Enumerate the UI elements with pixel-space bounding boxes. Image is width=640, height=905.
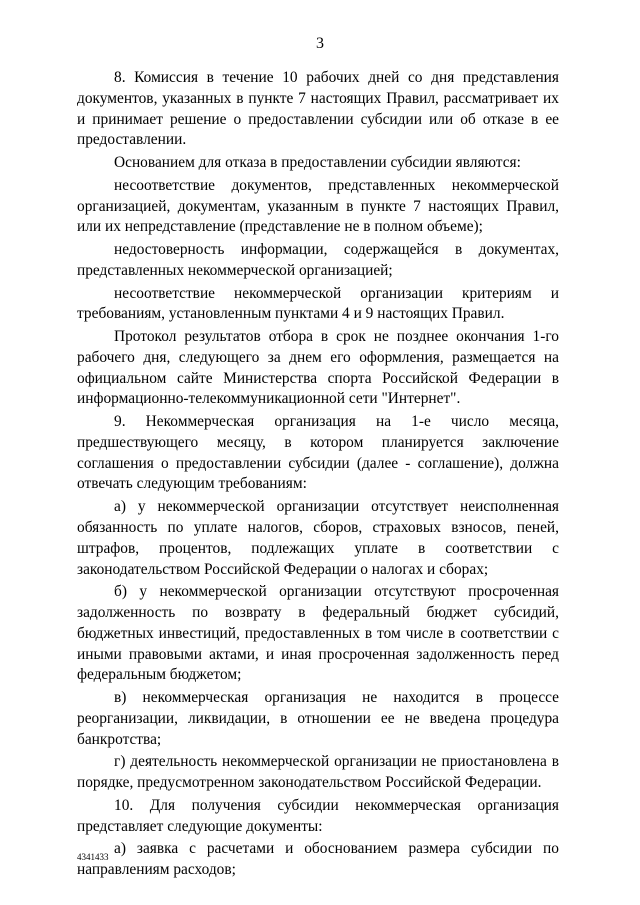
paragraph-refusal-grounds: Основанием для отказа в предоставлении субсидии являются: bbox=[114, 154, 521, 172]
paragraph-9b: б) у некоммерческой организации отсутствуют просроченная задолженность по возврату в федеральный бюджет субсидий, бюджетных инвестиций, предоставленных в том числе в соответствии с иными правовыми актами, и иная просроченная задолженность перед федеральным бюджетом; bbox=[77, 583, 559, 684]
paragraph-8: 8. Комиссия в течение 10 рабочих дней со дня представления документов, указанных в пункте 7 настоящих Правил, рассматривает их и принимает решение о предоставлении субсидии или об отказе в ее предоставлении. bbox=[77, 69, 559, 149]
paragraph-9v: в) некоммерческая организация не находится в процессе реорганизации, ликвидации, в отношении ее не введена процедура банкротства; bbox=[77, 689, 559, 748]
paragraph-unreliable-info: недостоверность информации, содержащейся в документах, представленных некоммерческой организацией; bbox=[77, 241, 559, 279]
document-body bbox=[77, 68, 559, 883]
paragraph-9: 9. Некоммерческая организация на 1-е число месяца, предшествующего месяцу, в котором планируется заключение соглашения о предоставлении субсидии (далее - соглашение), должна отвечать следующим требованиям: bbox=[77, 413, 559, 493]
paragraph-9a: а) у некоммерческой организации отсутствует неисполненная обязанность по уплате налогов, сборов, страховых взносов, пеней, штрафов, процентов, подлежащих уплате в соответствии с законодательством Российской Федерации о налогах и сборах; bbox=[77, 498, 559, 578]
paragraph-document-mismatch: несоответствие документов, представленных некоммерческой организацией, документам, указанным в пункте 7 настоящих Правил, или их непредставление (представление не в полном объеме); bbox=[77, 176, 559, 236]
document-code: 4341433 bbox=[77, 852, 109, 862]
paragraph-9g: г) деятельность некоммерческой организации не приостановлена в порядке, предусмотренном законодательством Российской Федерации. bbox=[77, 753, 559, 792]
paragraph-criteria-mismatch: несоответствие некоммерческой организации критериям и требованиям, установленным пунктами 4 и 9 настоящих Правил. bbox=[77, 284, 559, 323]
paragraph-10a: а) заявка с расчетами и обоснованием размера субсидии по направлениям расходов; bbox=[77, 840, 559, 879]
paragraph-selection-protocol: Протокол результатов отбора в срок не позднее окончания 1-го рабочего дня, следующего за днем его оформления, размещается на официальном сайте Министерства спорта Российской Федерации в информационно-телекоммуникационной сети "Интернет". bbox=[77, 328, 559, 408]
paragraph-10: 10. Для получения субсидии некоммерческая организация представляет следующие документы: bbox=[77, 796, 559, 835]
page-number: 3 bbox=[316, 35, 324, 52]
